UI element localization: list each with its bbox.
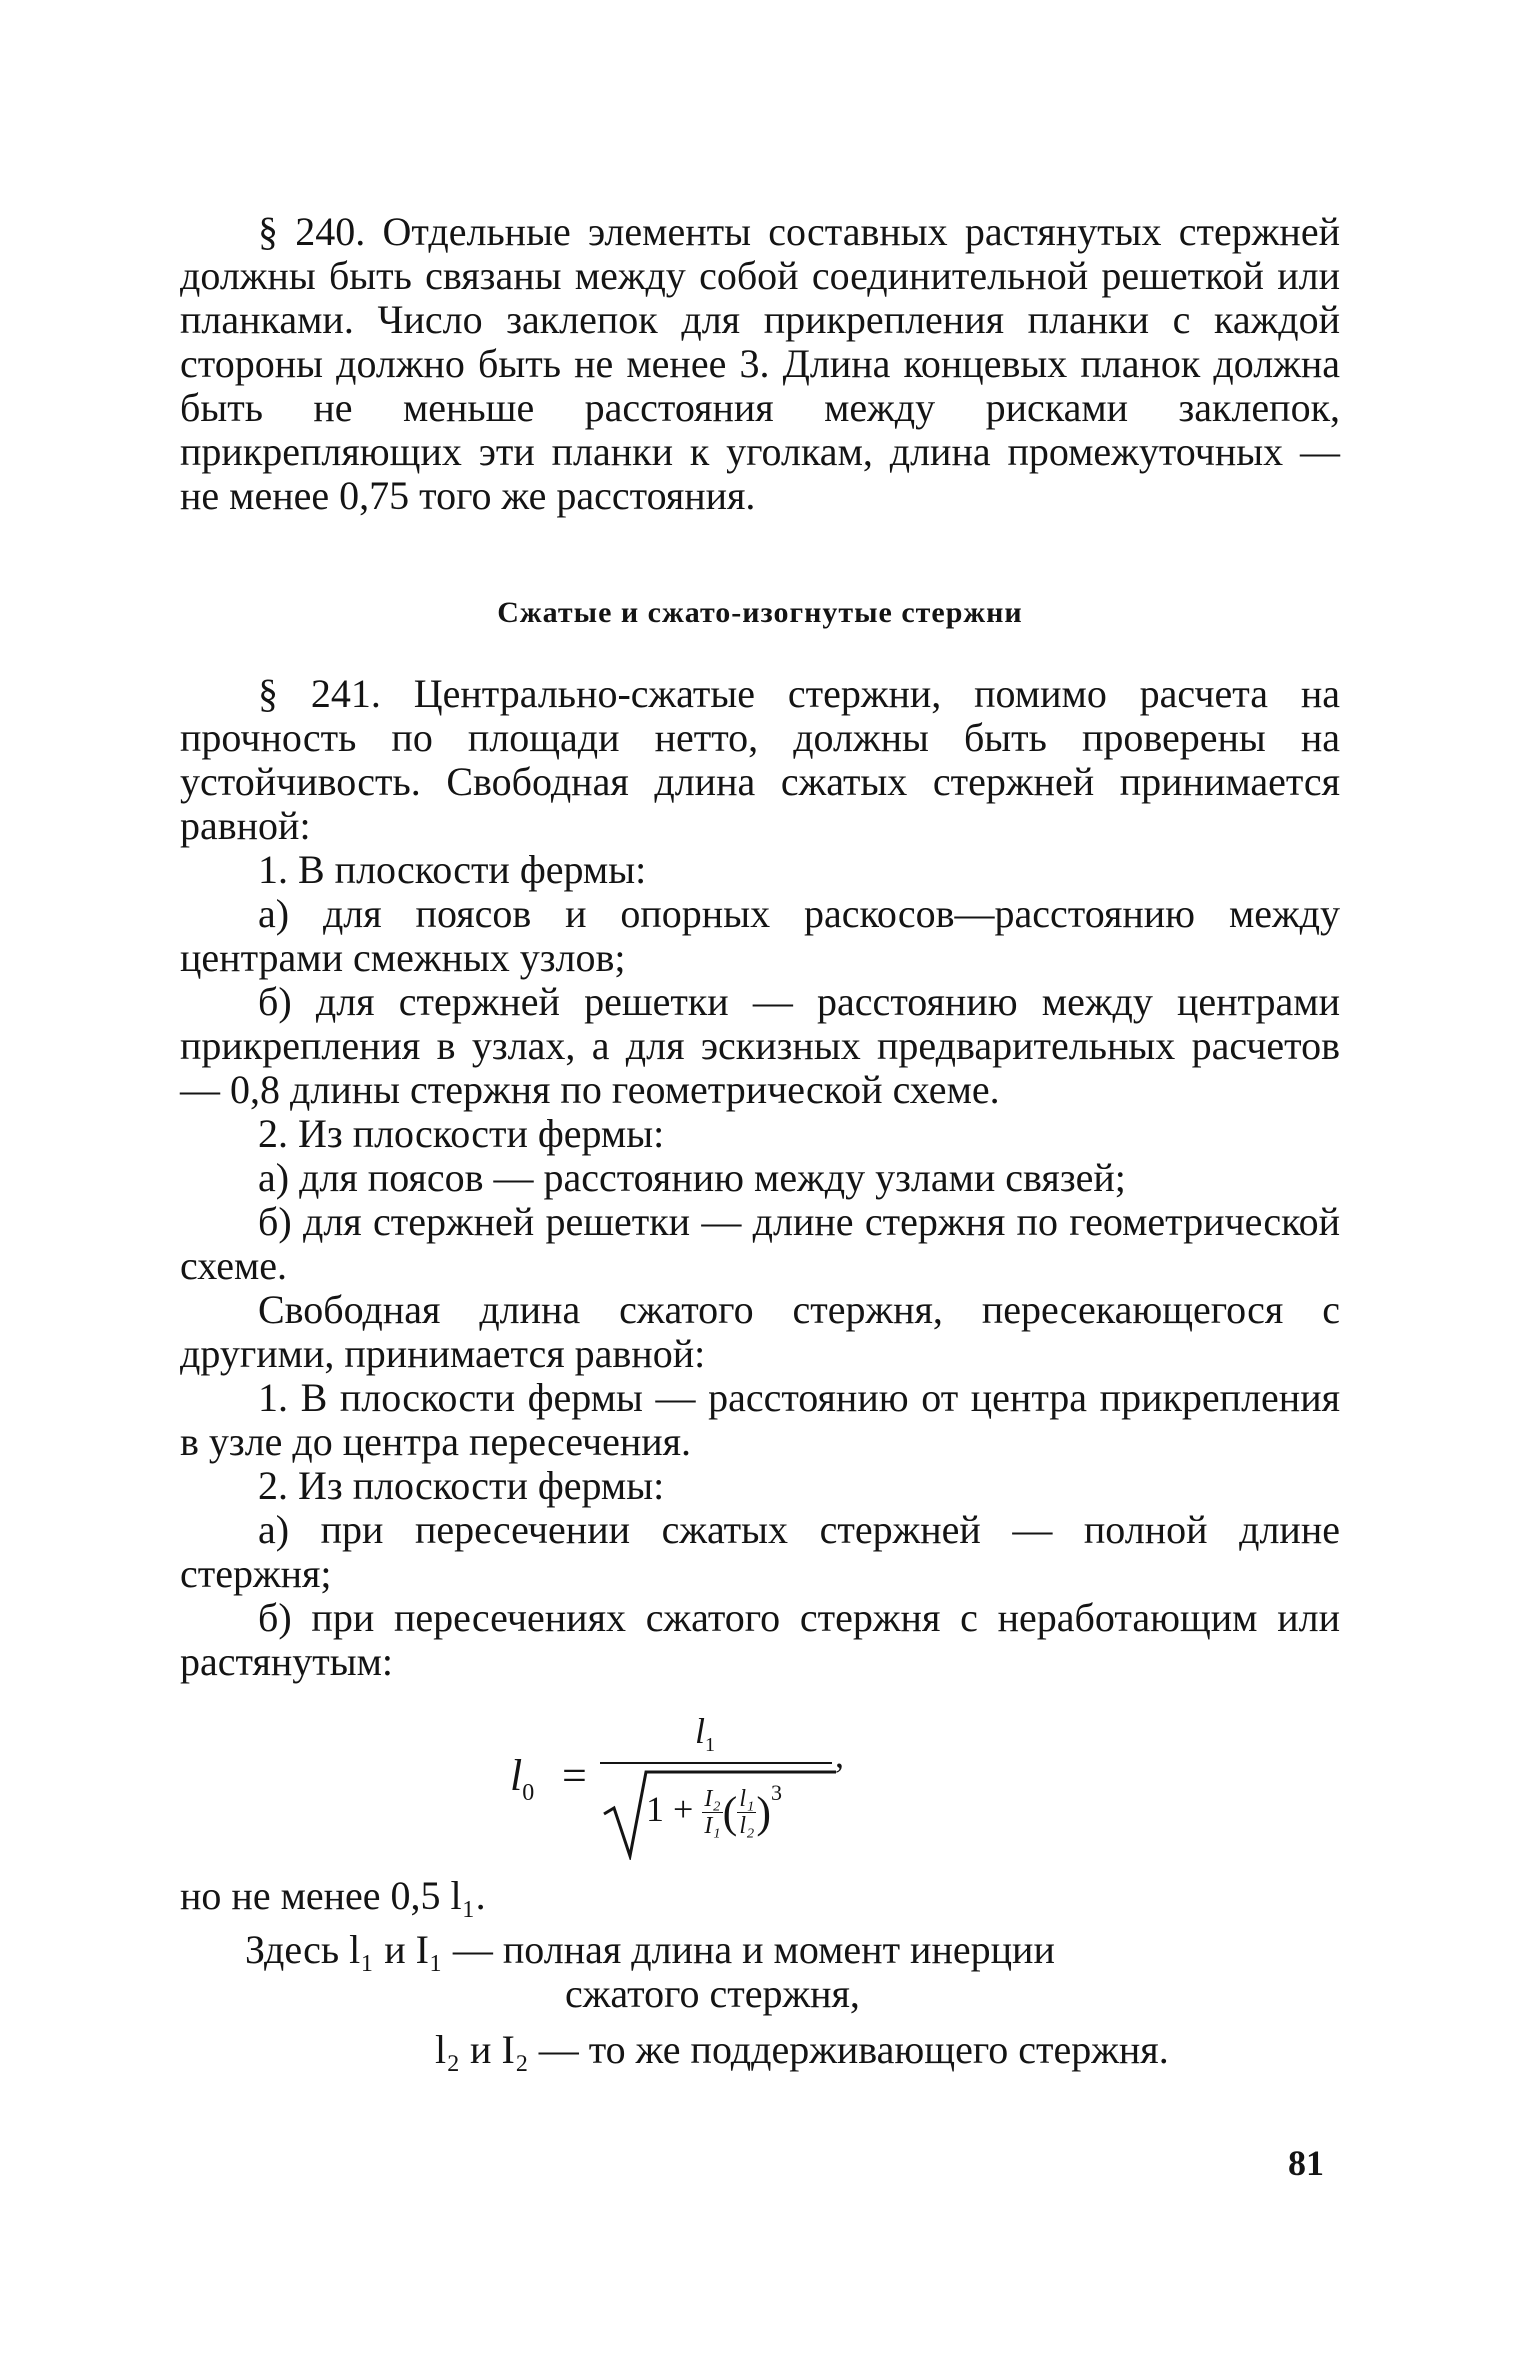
free-length-paragraph: Свободная длина сжатого стержня, пересекающегося с другими, принимается равной: (180, 1287, 1340, 1376)
section-241-paragraph: § 241. Центрально-сжатые стержни, помимо расчета на прочность по площади нетто, должны быть проверены на устойчивость. Свободная длина сжатых стержней принимается равной: (180, 671, 1340, 848)
list-item: 1. В плоскости фермы: (258, 847, 647, 892)
formula-numerator: $l_1$ (695, 1711, 716, 1757)
inertia-ratio: $\frac{\text{I₂}}{\text{I₁}}$ (704, 1786, 721, 1839)
notation-line: Здесь l₁ и I₁ — полная длина и момент инерции (245, 1927, 1055, 1972)
list-item: б) при пересечениях сжатого стержня с неработающим или растянутым: (180, 1595, 1340, 1684)
list-item: б) для стержней решетки — длине стержня по геометрической схеме. (180, 1199, 1340, 1288)
section-240-paragraph: § 240. Отдельные элементы составных растянутых стержней должны быть связаны между собой соединительной решеткой или планками. Число заклепок для прикрепления планки с каждой стороны должно быть не менее 3. Длина концевых планок должна быть не меньше расстояния между рисками заклепок, прикрепляющих эти планки к уголкам, длина промежуточных — не менее 0,75 того же расстояния. (180, 209, 1340, 518)
formula-lhs: $l_0$ (510, 1751, 535, 1806)
notation-block (180, 1928, 1340, 2108)
length-ratio: $\frac{\text{l₁}}{\text{l₂}}$ (739, 1786, 755, 1839)
formula-equals: = (562, 1751, 587, 1800)
notation-line: сжатого стержня, (565, 1971, 860, 2016)
free-length-formula (180, 1711, 1340, 1864)
list-item: б) для стержней решетки — расстоянию между центрами прикрепления в узлах, а для эскизных предварительных расчетов — 0,8 длины стержня по геометрической схеме. (180, 979, 1340, 1112)
list-item: 2. Из плоскости фермы: (258, 1463, 665, 1508)
formula-denominator (600, 1764, 840, 1860)
list-item: а) при пересечении сжатых стержней — полной длине стержня; (180, 1507, 1340, 1596)
section-heading: Сжатые и сжато-изогнутые стержни (497, 596, 1023, 629)
list-item: а) для поясов и опорных раскосов—расстоянию между центрами смежных узлов; (180, 891, 1340, 980)
page-body (180, 210, 1340, 2108)
formula-comma: , (835, 1735, 844, 1775)
notation-line: l₂ и I₂ — то же поддерживающего стержня. (435, 2027, 1169, 2072)
page-number: 81 (1288, 2143, 1324, 2183)
list-item: 2. Из плоскости фермы: (258, 1111, 665, 1156)
list-item: 1. В плоскости фермы — расстоянию от центра прикрепления в узле до центра пересечения. (180, 1375, 1340, 1464)
not-less-note: но не менее 0,5 l₁. (180, 1873, 486, 1918)
list-item: а) для поясов — расстоянию между узлами связей; (258, 1155, 1126, 1200)
radicand: 1 + $\frac{\text{I₂}}{\text{I₁}}$ ( $\frac{\text{l₁}}{\text{l₂}}$ )$^3$ (646, 1780, 782, 1839)
